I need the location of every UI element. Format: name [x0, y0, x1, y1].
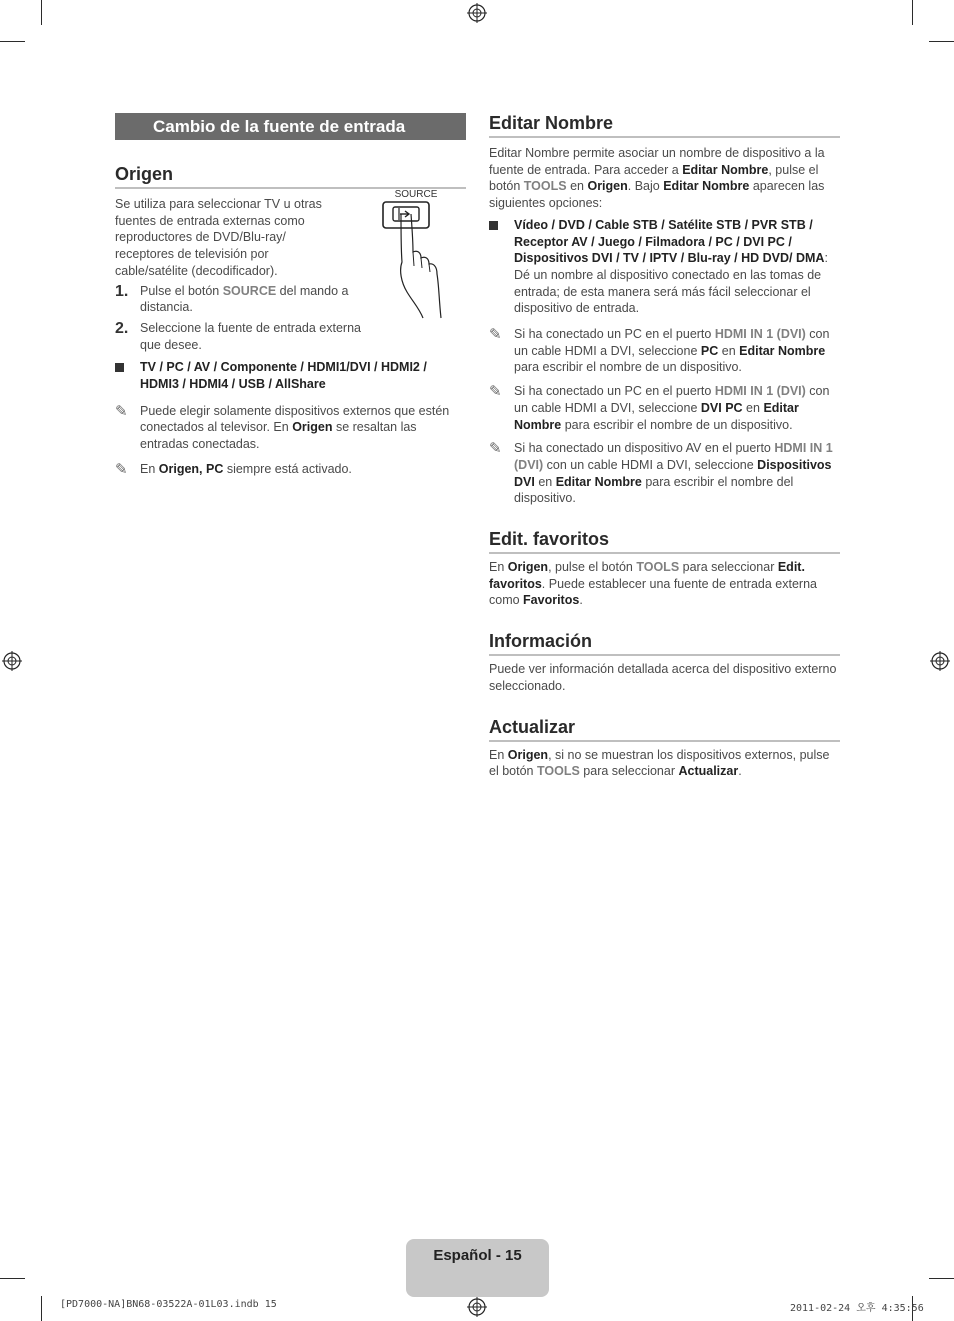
step-2: 2. Seleccione la fuente de entrada externa que desee. [115, 319, 361, 352]
page-number-tab [406, 1239, 549, 1297]
note-pc: ✎ Si ha conectado un PC en el puerto HDMI IN 1 (DVI) con un cable HDMI a DVI, seleccione PC en Editar Nombre para escribir el nombre de un dispositivo. [489, 326, 830, 375]
source-label: SOURCE [394, 189, 438, 200]
crop-mark [929, 1278, 954, 1279]
section-title: Cambio de la fuente de entrada [115, 113, 466, 140]
right-column [489, 113, 840, 780]
square-bullet-icon [489, 221, 498, 230]
pencil-note-icon: ✎ [489, 326, 502, 344]
pencil-note-icon: ✎ [115, 402, 128, 420]
pencil-note-icon: ✎ [489, 440, 502, 458]
registration-mark-icon [467, 3, 487, 23]
step-number: 1. [115, 282, 129, 300]
edit-favoritos-text: En Origen, pulse el botón TOOLS para seleccionar Edit. favoritos. Puede establecer una fuente de entrada externa como Favoritos. [489, 560, 817, 608]
crop-mark [929, 41, 954, 42]
step-number: 2. [115, 319, 129, 337]
crop-mark [0, 41, 25, 42]
crop-mark [41, 1296, 42, 1321]
actualizar-text: En Origen, si no se muestran los dispositivos externos, pulse el botón TOOLS para seleccionar Actualizar. [489, 747, 830, 779]
editar-nombre-heading: Editar Nombre [489, 113, 840, 138]
informacion-text: Puede ver información detallada acerca del dispositivo externo seleccionado. [489, 662, 837, 693]
print-slug-date: 2011-02-24 오후 4:35:56 [790, 1303, 924, 1314]
note-1: ✎ Puede elegir solamente dispositivos externos que estén conectados al televisor. En Origen se resaltan las entradas conectadas. [115, 402, 450, 452]
note-av: ✎ Si ha conectado un dispositivo AV en el puerto HDMI IN 1 (DVI) con un cable HDMI a DVI, seleccione Dispositivos DVI en Editar Nombre para escribir el nombre del dispositivo. [489, 440, 833, 506]
square-bullet-icon [115, 363, 124, 372]
input-list-bullet: TV / PC / AV / Componente / HDMI1/DVI / HDMI2 / HDMI3 / HDMI4 / USB / AllShare [115, 359, 466, 392]
source-key: SOURCE [222, 283, 277, 298]
source-button-hand-icon [371, 200, 461, 320]
editar-nombre-intro: Editar Nombre permite asociar un nombre de dispositivo a la fuente de entrada. Para acceder a Editar Nombre, pulse el botón TOOLS en Origen. Bajo Editar Nombre aparecen las siguientes opciones: [489, 146, 825, 211]
origen-intro: Se utiliza para seleccionar TV u otras fuentes de entrada externas como reproductores de DVD/Blu-ray/ receptores de televisión por cable/satélite (decodificador). [115, 197, 322, 278]
left-column [115, 113, 466, 478]
device-list-bullet: Vídeo / DVD / Cable STB / Satélite STB / PVR STB / Receptor AV / Juego / Filmadora / PC / DVI PC / Dispositivos DVI / TV / IPTV / Blu-ray / HD DVD/ DMA: Dé un nombre al dispositivo conectado en las tomas de entrada; de esta manera será más fácil seleccionar el dispositivo de entrada. [489, 217, 840, 317]
edit-favoritos-heading: Edit. favoritos [489, 529, 840, 554]
registration-mark-icon [930, 651, 950, 671]
origen-heading: Origen [115, 164, 466, 189]
note-2: ✎ En Origen, PC siempre está activado. [115, 460, 352, 478]
note-dvi-pc: ✎ Si ha conectado un PC en el puerto HDMI IN 1 (DVI) con un cable HDMI a DVI, seleccione DVI PC en Editar Nombre para escribir el nombre de un dispositivo. [489, 383, 830, 432]
print-slug-file: [PD7000-NA]BN68-03522A-01L03.indb 15 [60, 1299, 277, 1310]
source-illustration [381, 189, 451, 325]
step-1: 1. Pulse el botón SOURCE del mando a distancia. [115, 282, 349, 315]
crop-mark [41, 0, 42, 25]
pencil-note-icon: ✎ [489, 383, 502, 401]
pencil-note-icon: ✎ [115, 460, 128, 478]
registration-mark-icon [467, 1297, 487, 1317]
crop-mark [0, 1278, 25, 1279]
registration-mark-icon [2, 651, 22, 671]
page-number: Español - 15 [433, 1247, 522, 1264]
informacion-heading: Información [489, 631, 840, 656]
actualizar-heading: Actualizar [489, 717, 840, 742]
crop-mark [912, 0, 913, 25]
